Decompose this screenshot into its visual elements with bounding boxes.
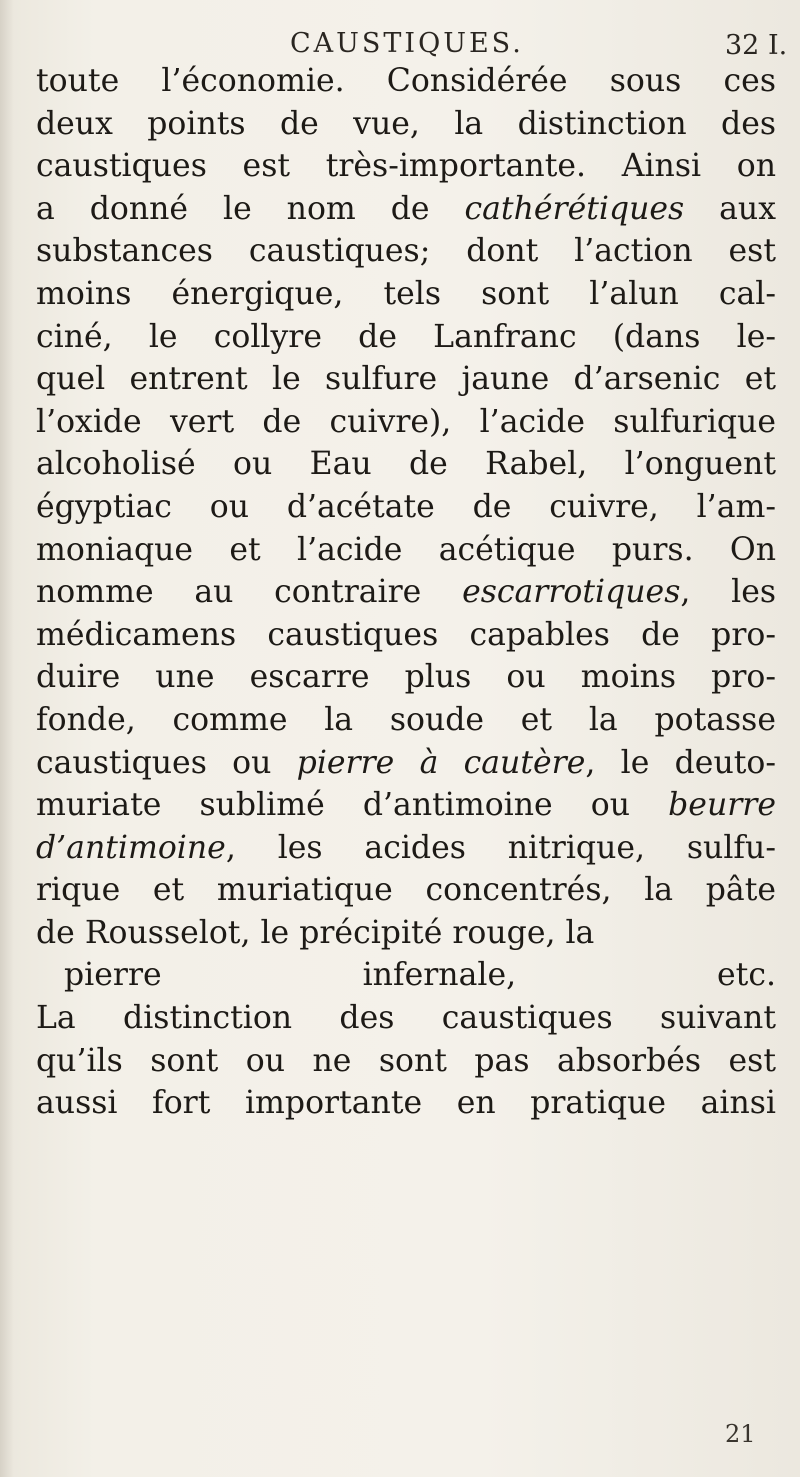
text-segment: médicamens caustiques capables de pro- — [36, 616, 776, 653]
text-line — [36, 145, 776, 188]
text-segment: moins énergique, tels sont l’alun cal- — [36, 275, 776, 312]
text-line — [36, 656, 776, 699]
italic-term: d’antimoine — [36, 829, 226, 866]
text-line — [36, 188, 776, 231]
text-line — [36, 1040, 776, 1083]
text-line — [36, 529, 776, 572]
text-line — [36, 869, 776, 912]
text-line — [36, 742, 776, 785]
text-segment: qu’ils sont ou ne sont pas absorbés est — [36, 1042, 776, 1079]
text-line — [36, 103, 776, 146]
text-segment: l’oxide vert de cuivre), l’acide sulfurique — [36, 403, 776, 440]
text-line — [36, 571, 776, 614]
text-line — [36, 827, 776, 870]
running-title: CAUSTIQUES. — [290, 28, 524, 59]
text-line — [36, 273, 776, 316]
text-line — [36, 954, 776, 997]
text-segment: , les acides nitrique, sulfu- — [225, 829, 776, 866]
text-segment: La distinction des caustiques suivant — [36, 1000, 776, 1037]
text-segment: égyptiac ou d’acétate de cuivre, l’am- — [36, 488, 776, 525]
italic-term: cathérétiques — [464, 190, 685, 227]
text-segment: substances caustiques; dont l’action est — [36, 233, 776, 270]
text-segment: , les — [680, 574, 776, 611]
text-segment: aussi fort importante en pratique ainsi — [36, 1085, 776, 1122]
text-line — [36, 614, 776, 657]
text-line — [36, 486, 776, 529]
text-line — [36, 60, 776, 103]
text-segment: ciné, le collyre de Lanfranc (dans le- — [36, 318, 776, 355]
text-segment: moniaque et l’acide acétique purs. On — [36, 531, 776, 568]
text-line — [36, 784, 776, 827]
text-segment: nomme au contraire — [36, 574, 463, 611]
text-segment: alcoholisé ou Eau de Rabel, l’onguent — [36, 446, 776, 483]
text-segment: de Rousselot, le précipité rouge, la — [36, 914, 595, 951]
text-segment: deux points de vue, la distinction des — [36, 105, 776, 142]
text-segment: fonde, comme la soude et la potasse — [36, 701, 776, 738]
text-segment: muriate sublimé d’antimoine ou — [36, 787, 669, 824]
text-line — [36, 1082, 776, 1125]
italic-term: pierre à cautère — [296, 744, 586, 781]
signature-mark: 21 — [725, 1420, 756, 1448]
text-line — [36, 358, 776, 401]
text-segment: pierre infernale, etc. — [64, 957, 776, 994]
text-line — [36, 316, 776, 359]
text-segment: toute l’économie. Considérée sous ces — [36, 63, 776, 99]
body-text — [36, 60, 776, 1125]
text-segment: quel entrent le sulfure jaune d’arsenic et — [36, 361, 776, 398]
text-line — [36, 912, 776, 955]
page-number: 32 I. — [725, 30, 788, 61]
text-segment: a donné le nom de — [36, 190, 465, 227]
text-segment: , le deuto- — [585, 744, 776, 781]
italic-term: escarrotiques — [462, 574, 681, 611]
text-line — [36, 230, 776, 273]
text-segment: aux — [684, 190, 776, 227]
gutter-shadow — [0, 0, 14, 1477]
text-segment: duire une escarre plus ou moins pro- — [36, 659, 776, 696]
page-header — [0, 28, 800, 61]
text-segment: rique et muriatique concentrés, la pâte — [36, 872, 776, 909]
text-line — [36, 401, 776, 444]
text-segment: caustiques est très-importante. Ainsi on — [36, 148, 776, 185]
italic-term: beurre — [668, 787, 776, 824]
text-segment: caustiques ou — [36, 744, 297, 781]
text-line — [36, 997, 776, 1040]
text-line — [36, 699, 776, 742]
text-line — [36, 443, 776, 486]
